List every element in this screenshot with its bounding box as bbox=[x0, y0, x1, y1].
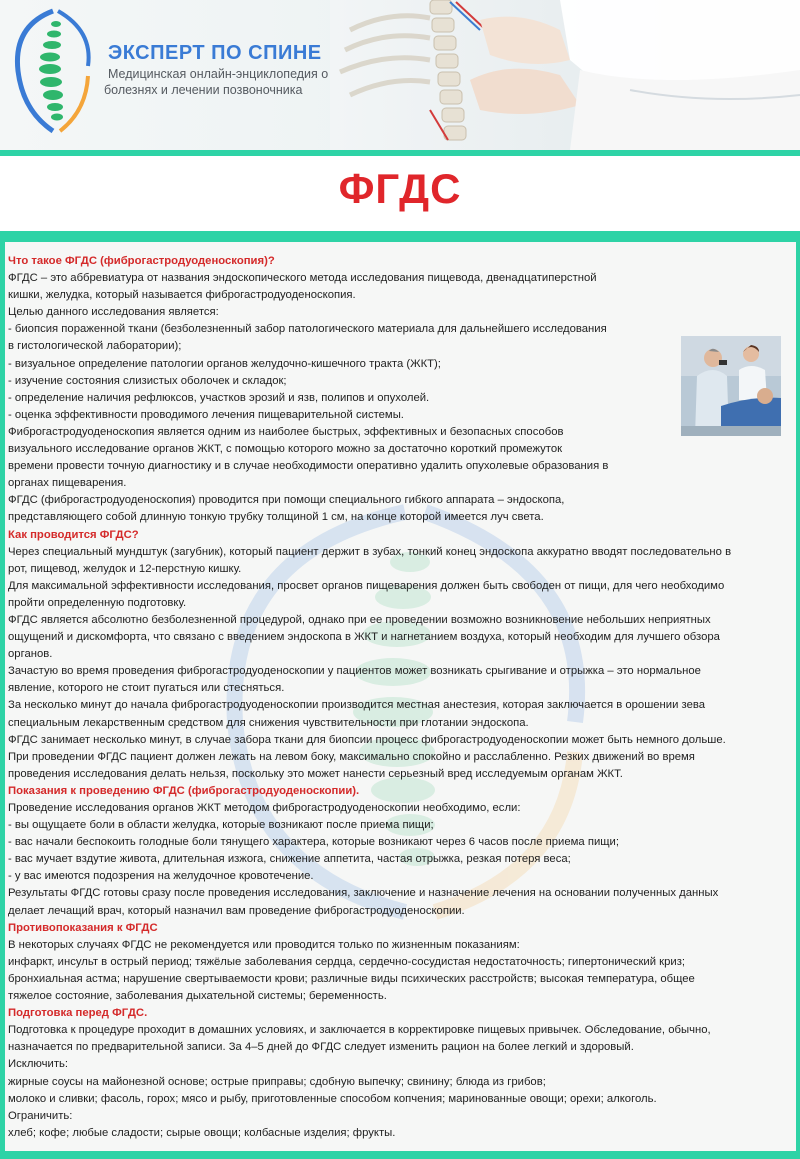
article-body bbox=[5, 242, 796, 1151]
paragraph-line: явление, которого не стоит пугаться или стесняться. bbox=[8, 682, 285, 695]
paragraph-line: В некоторых случаях ФГДС не рекомендуется или проводится только по жизненным показаниям: bbox=[8, 938, 520, 951]
paragraph-line: ФГДС – это аббревиатура от названия эндоскопического метода исследования пищевода, двенадцатиперстной bbox=[8, 272, 597, 285]
paragraph-line: - вас начали беспокоить голодные боли тянущего характера, которые возникают через 6 часов после приема пищи; bbox=[8, 836, 620, 849]
paragraph-line: За несколько минут до начала фиброгастродуоденоскопии производится местная анестезия, которая заключается в орошении зева bbox=[8, 699, 706, 712]
page-title: ФГДС bbox=[338, 165, 462, 212]
paragraph-line: ФГДС (фиброгастродуоденоскопия) проводится при помощи специального гибкого аппарата – эндоскопа, bbox=[8, 494, 565, 507]
header-photo-spine bbox=[330, 0, 800, 150]
heading-contraindications: Противопоказания к ФГДС bbox=[8, 921, 158, 934]
paragraph-line: - у вас имеются подозрения на желудочное кровотечение. bbox=[8, 870, 314, 883]
paragraph-line: Через специальный мундштук (загубник), который пациент держит в зубах, тонкий конец эндоскопа аккуратно вводят последовательно в bbox=[8, 545, 732, 558]
paragraph-line: хлеб; кофе; любые сладости; сырые овощи; колбасные изделия; фрукты. bbox=[8, 1126, 396, 1139]
paragraph-line: - биопсия пораженной ткани (безболезненный забор патологического материала для дальнейшего исследования bbox=[8, 323, 607, 336]
paragraph-line: Целью данного исследования является: bbox=[8, 306, 219, 319]
paragraph-line: Фиброгастродуоденоскопия является одним из наиболее быстрых, эффективных и безопасных способов bbox=[8, 425, 564, 438]
paragraph-line: специальным лекарственным средством для снижения чувствительности при глотании эндоскопа. bbox=[8, 716, 529, 729]
paragraph-line: - оценка эффективности проводимого лечения пищеварительной системы. bbox=[8, 408, 404, 421]
paragraph-line: органах пищеварения. bbox=[8, 477, 127, 490]
paragraph-line: кишки, желудка, который называется фиброгастродуоденоскопия. bbox=[8, 289, 356, 302]
paragraph-line: в гистологической лаборатории); bbox=[8, 340, 182, 353]
paragraph-line: - определение наличия рефлюксов, участков эрозий и язв, полипов и опухолей. bbox=[8, 391, 430, 404]
paragraph-line: тяжелое состояние, заболевания дыхательной системы; беременность. bbox=[8, 990, 387, 1003]
brand-subtitle-line2: болезнях и лечении позвоночника bbox=[104, 83, 303, 97]
paragraph-line: делает лечащий врач, который назначил вам проведение фиброгастродуоденоскопии. bbox=[8, 904, 465, 917]
brand-title: ЭКСПЕРТ ПО СПИНЕ bbox=[108, 42, 322, 64]
paragraph-line: - визуальное определение патологии органов желудочно-кишечного тракта (ЖКТ); bbox=[8, 357, 441, 370]
paragraph-line: - изучение состояния слизистых оболочек и складок; bbox=[8, 374, 287, 387]
paragraph-line: ФГДС занимает несколько минут, в случае забора ткани для биопсии процесс фиброгастродуоденоскопии может быть немного дольше. bbox=[8, 733, 726, 746]
paragraph-line: Ограничить: bbox=[8, 1109, 73, 1122]
paragraph-line: бронхиальная астма; нарушение свертываемости крови; различные виды психических расстройств; высокая температура, общее bbox=[8, 972, 695, 985]
section-what bbox=[8, 270, 663, 526]
heading-preparation: Подготовка перед ФГДС. bbox=[8, 1007, 148, 1020]
paragraph-line: органов. bbox=[8, 648, 53, 661]
logo-spine-icon bbox=[8, 6, 98, 136]
paragraph-line: При проведении ФГДС пациент должен лежать на левом боку, максимально спокойно и расслабленно. Резких движений во время bbox=[8, 750, 695, 763]
paragraph-line: Зачастую во время проведения фиброгастродуоденоскопии у пациентов может возникать срыгивание и отрыжка – это нормальное bbox=[8, 665, 701, 678]
heading-what: Что такое ФГДС (фиброгастродуоденоскопия)? bbox=[8, 255, 275, 267]
brand-subtitle bbox=[104, 66, 354, 98]
heading-how: Как проводится ФГДС? bbox=[8, 528, 139, 541]
paragraph-line: пройти определенную подготовку. bbox=[8, 596, 187, 609]
paragraph-line: Результаты ФГДС готовы сразу после проведения исследования, заключение и назначение лечения на основании полученных данных bbox=[8, 887, 719, 900]
paragraph-line: рот, пищевод, желудок и 12-перстную кишку. bbox=[8, 562, 242, 575]
paragraph-line: инфаркт, инсульт в острый период; тяжёлые заболевания сердца, сердечно-сосудистая недостаточность; гипертонический криз; bbox=[8, 955, 686, 968]
paragraph-line: представляющего собой длинную тонкую трубку толщиной 1 см, на конце которой имеется луч света. bbox=[8, 511, 544, 524]
brand-subtitle-line1: Медицинская онлайн-энциклопедия о bbox=[108, 67, 329, 81]
paragraph-line: визуального исследование органов ЖКТ, с помощью которого можно за достаточно короткий промежуток bbox=[8, 443, 563, 456]
paragraph-line: Подготовка к процедуре проходит в домашних условиях, и заключается в корректировке пищевых привычек. Обследование, обычно, bbox=[8, 1024, 711, 1037]
heading-indications: Показания к проведению ФГДС (фиброгастродуоденоскопии). bbox=[8, 784, 360, 797]
paragraph-line: Проведение исследования органов ЖКТ методом фиброгастродуоденоскопии необходимо, если: bbox=[8, 802, 521, 814]
paragraph-line: жирные соусы на майонезной основе; острые приправы; сдобную выпечку; свинину; блюда из грибов; bbox=[8, 1075, 546, 1088]
paragraph-line: - вас мучает вздутие живота, длительная изжога, снижение аппетита, частая отрыжка, резкая потеря веса; bbox=[8, 853, 571, 866]
paragraph-line: Исключить: bbox=[8, 1058, 69, 1071]
paragraph-line: ощущений и дискомфорта, что связано с введением эндоскопа в ЖКТ и нагнетанием воздуха, который необходим для лучшего обзора bbox=[8, 631, 720, 644]
paragraph-line: - вы ощущаете боли в области желудка, которые возникают после приема пищи; bbox=[8, 819, 434, 832]
article-text bbox=[8, 253, 790, 1142]
paragraph-line: молоко и сливки; фасоль, горох; мясо и рыбу, приготовленные способом копчения; маринованные овощи; орехи; алкоголь. bbox=[8, 1092, 657, 1105]
paragraph-line: Для максимальной эффективности исследования, просвет органов пищеварения должен быть свободен от пищи, для чего необходимо bbox=[8, 579, 725, 592]
paragraph-line: времени провести точную диагностику и в случае необходимости оперативно удалить опухолевые образования в bbox=[8, 460, 609, 473]
paragraph-line: назначается по предварительной записи. За 4–5 дней до ФГДС следует изменить рацион на более легкий и здоровый. bbox=[8, 1041, 634, 1054]
paragraph-line: проведения исследования делать нельзя, поскольку это может нанести серьезный вред исследуемым органам ЖКТ. bbox=[8, 767, 623, 780]
endoscopy-procedure-photo bbox=[681, 336, 781, 436]
paragraph-line: ФГДС является абсолютно безболезненной процедурой, однако при ее проведении возможно возникновение небольших неприятных bbox=[8, 613, 711, 626]
site-header bbox=[0, 0, 800, 150]
